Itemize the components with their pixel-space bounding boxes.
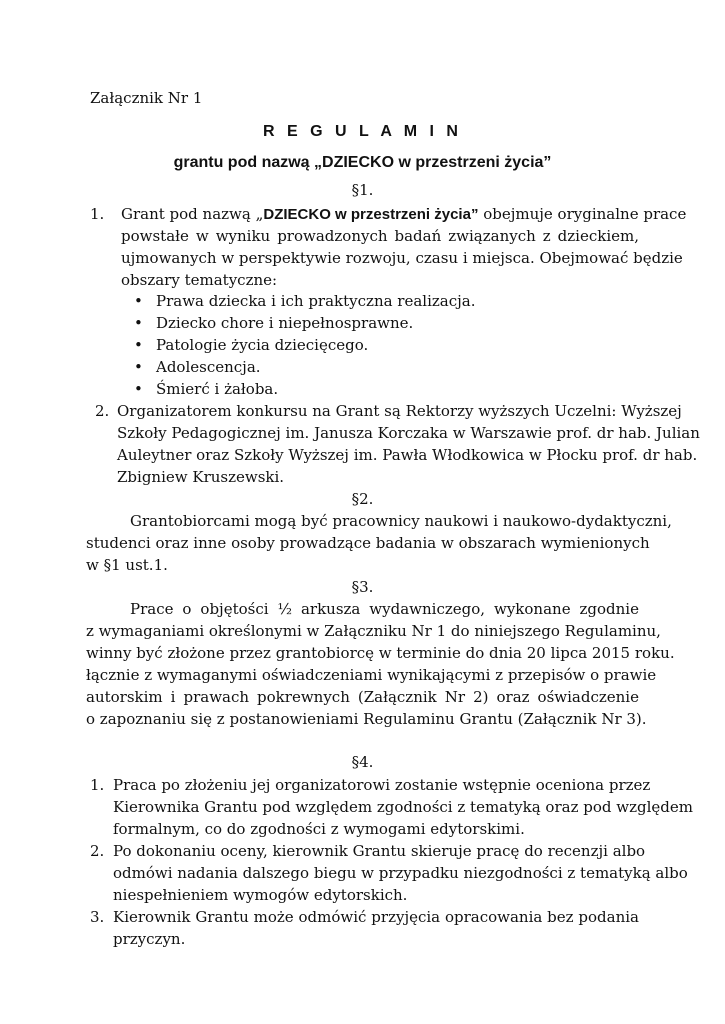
- s4-item-2-line-3: niespełnieniem wymogów edytorskich.: [113, 886, 408, 904]
- s4-item-1-line-2: Kierownika Grantu pod względem zgodności z tematyką oraz pod względem: [113, 798, 693, 816]
- topic-item: Śmierć i żałoba.: [156, 380, 279, 398]
- s3-line-3: winny być złożone przez grantobiorcę w terminie do dnia 20 lipca 2015 roku.: [86, 644, 675, 662]
- s1-item-1-line-1: Grant pod nazwą „DZIECKO w przestrzeni życia” obejmuje oryginalne prace: [121, 205, 687, 223]
- s2-line-1: Grantobiorcami mogą być pracownicy naukowi i naukowo-dydaktyczni,: [130, 512, 672, 530]
- s4-item-3-line-1: Kierownik Grantu może odmówić przyjęcia opracowania bez podania: [113, 908, 639, 926]
- document-subtitle: grantu pod nazwą „DZIECKO w przestrzeni życia”: [173, 154, 552, 171]
- bullet-icon: •: [134, 358, 143, 376]
- bullet-icon: •: [134, 380, 143, 398]
- topic-item: Patologie życia dziecięcego.: [156, 336, 369, 354]
- bullet-icon: •: [134, 292, 143, 310]
- s3-line-2: z wymaganiami określonymi w Załączniku Nr 1 do niniejszego Regulaminu,: [86, 622, 661, 640]
- s1-item-2-number: 2.: [95, 402, 110, 420]
- s1-item-2-line-1: Organizatorem konkursu na Grant są Rektorzy wyższych Uczelni: Wyższej: [117, 402, 682, 420]
- s4-item-1-line-1: Praca po złożeniu jej organizatorowi zostanie wstępnie oceniona przez: [113, 776, 651, 794]
- s4-item-1-line-3: formalnym, co do zgodności z wymogami edytorskimi.: [113, 820, 525, 838]
- s1-item-2-line-2: Szkoły Pedagogicznej im. Janusza Korczaka w Warszawie prof. dr hab. Julian: [117, 424, 700, 442]
- topic-item: Dziecko chore i niepełnosprawne.: [156, 314, 414, 332]
- s4-item-1-number: 1.: [90, 776, 105, 794]
- topic-item: Prawa dziecka i ich praktyczna realizacja.: [156, 292, 476, 310]
- s3-line-1: Prace o objętości ½ arkusza wydawniczego, wykonane zgodnie: [130, 600, 639, 618]
- s1-item-2-line-3: Auleytner oraz Szkoły Wyższej im. Pawła Włodkowica w Płocku prof. dr hab.: [117, 446, 698, 464]
- s3-line-6: o zapoznaniu się z postanowieniami Regulaminu Grantu (Załącznik Nr 3).: [86, 710, 647, 728]
- s4-item-2-line-1: Po dokonaniu oceny, kierownik Grantu skieruje pracę do recenzji albo: [113, 842, 646, 860]
- s4-item-2-number: 2.: [90, 842, 105, 860]
- s2-line-3: w §1 ust.1.: [86, 556, 168, 574]
- section-1-heading: §1.: [351, 181, 374, 199]
- s1-item-1-number: 1.: [90, 205, 105, 223]
- s4-item-3-line-2: przyczyn.: [113, 930, 186, 948]
- s4-item-2-line-2: odmówi nadania dalszego biegu w przypadku niezgodności z tematyką albo: [113, 864, 688, 882]
- s3-line-4: łącznie z wymaganymi oświadczeniami wynikającymi z przepisów o prawie: [86, 666, 657, 684]
- section-2-heading: §2.: [351, 490, 374, 508]
- s2-line-2: studenci oraz inne osoby prowadzące badania w obszarach wymienionych: [86, 534, 650, 552]
- s4-item-3-number: 3.: [90, 908, 105, 926]
- s1-item-2-line-4: Zbigniew Kruszewski.: [117, 468, 285, 486]
- section-4-heading: §4.: [351, 753, 374, 771]
- s1-item-1-line-3: ujmowanych w perspektywie rozwoju, czasu i miejsca. Obejmować będzie: [121, 249, 683, 267]
- section-3-heading: §3.: [351, 578, 374, 596]
- topic-item: Adolescencja.: [156, 358, 261, 376]
- s1-item-1-line-2: powstałe w wyniku prowadzonych badań związanych z dzieckiem,: [121, 227, 639, 245]
- bullet-icon: •: [134, 336, 143, 354]
- s1-item-1-line-4: obszary tematyczne:: [121, 271, 278, 289]
- annex-label: Załącznik Nr 1: [90, 89, 203, 107]
- s3-line-5: autorskim i prawach pokrewnych (Załącznik Nr 2) oraz oświadczenie: [86, 688, 639, 706]
- bullet-icon: •: [134, 314, 143, 332]
- document-title: R E G U L A M I N: [263, 123, 462, 140]
